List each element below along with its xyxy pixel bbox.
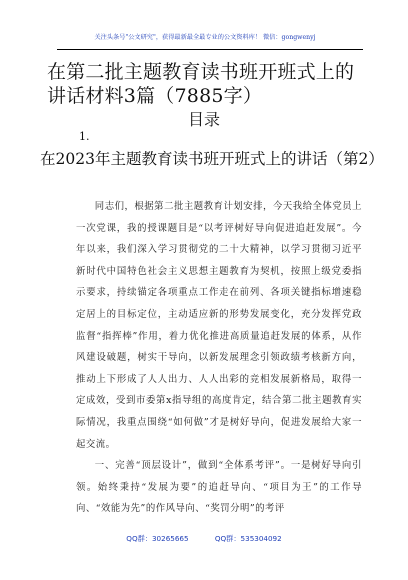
footer-qq-group-2: QQ群：535304092 xyxy=(214,534,282,543)
header-banner: 关注头条号"公文研究"，获得最新最全最专业的公文资料库！ 微信：gongwenyj xyxy=(94,34,316,41)
toc-item-number: 1. xyxy=(79,130,90,143)
header-divider xyxy=(57,49,363,50)
paragraph: 同志们，根据第二批主题教育计划安排，今天我给全体党员上一次党课，我的授课题目是“以考评树好导向促进追赶发展”。今年以来，我们深入学习贯彻党的二十大精神，以学习贯彻习近平新时代中国特色社会主义思想主题教育为契机，按照上级党委指示要求，持续锚定各项重点工作走在前列、各项关键指标增速稳定居上的目标定位，主动适应新的形势发展变化，充分发挥党政监督“指挥棒”作用，着力优化推进高质量追赶发展的体系，从作风建设破题，树实干导向，以新发展理念引领政绩考核新方向，推动上下形成了人人出力、人人出彩的竞相发展新格局，取得一定成效，受到市委第x指导组的高度肯定，结合第二批主题教育实际情况，我重点围绕“如何做”才是树好导向，促进发展给大家一起交流。 xyxy=(76,201,362,450)
toc-heading: 目录 xyxy=(187,110,220,129)
paragraph: 一、完善“顶层设计”，做到“全体系考评”。一是树好导向引领。始终秉持“发展为要”的追赶导向、“项目为王”的工作导向、“效能为先”的作风导向、“奖罚分明”的考评 xyxy=(76,460,362,515)
footer-qq-group-1: QQ群：30265665 xyxy=(126,534,189,543)
section-title: 在2023年主题教育读书班开班式上的讲话（第2） xyxy=(40,150,384,168)
document-title: 在第二批主题教育读书班开班式上的讲话材料3篇（7885字） xyxy=(47,61,355,107)
body-text xyxy=(76,196,362,520)
footer xyxy=(0,533,408,545)
